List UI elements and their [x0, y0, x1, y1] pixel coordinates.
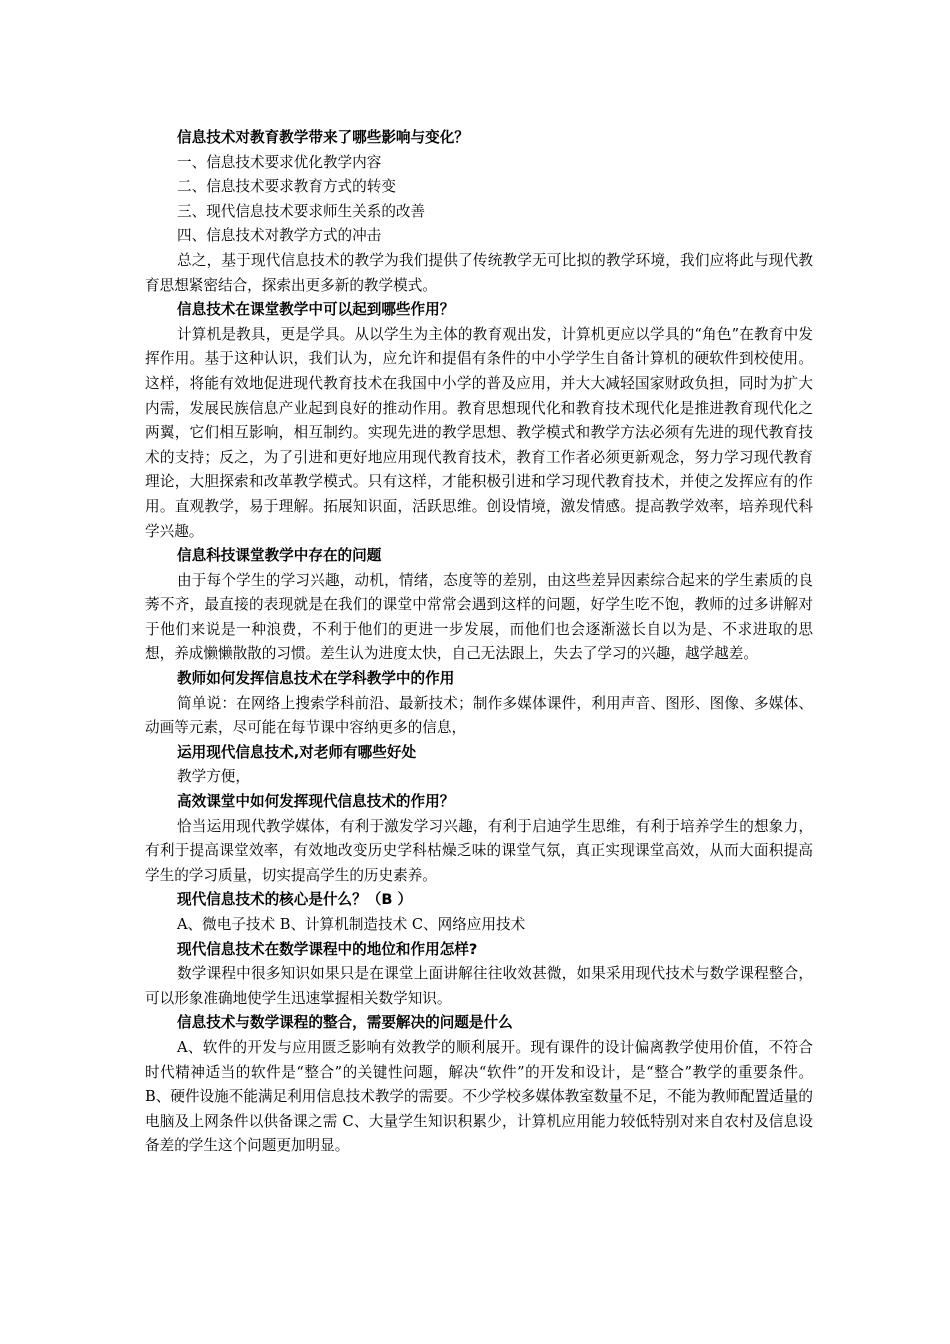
heading-problems: 信息科技课堂教学中存在的问题	[177, 547, 382, 565]
heading-integration: 信息技术与数学课程的整合，需要解决的问题是什么	[177, 1014, 513, 1032]
heading-impact: 信息技术对教育教学带来了哪些影响与变化？	[177, 129, 469, 146]
body-paragraph: 计算机是教具，更是学具。从以学生为主体的教育观出发，计算机更应以学具的“角色”在教育中发挥作用。基于这种认识，我们认为，应允许和提倡有条件的中小学学生自备计算机的硬软件到校使用。这样，将能有效地促进现代教育技术在我国中小学的普及应用，并大大减轻国家财政负担，同时为扩大内需，发展民族信息产业起到良好的推动作用。教育思想现代化和教育技术现代化是推进教育现代化之两翼，它们相互影响，相互制约。实现先进的教学思想、教学模式和教学方法必须有先进的现代教育技术的支持；反之，为了引进和更好地应用现代教育技术，教育工作者必须更新观念，努力学习现代教育理论，大胆探索和改革教学模式。只有这样，才能积极引进和学习现代教育技术，并使之发挥应有的作用。直观教学，易于理解。拓展知识面，活跃思维。创设情境，激发情感。提高教学效率，培养现代科学兴趣。	[145, 325, 813, 540]
list-item: 三、现代信息技术要求师生关系的改善	[177, 202, 426, 220]
body-paragraph: 总之，基于现代信息技术的教学为我们提供了传统教学无可比拟的教学环境，我们应将此与现代教育思想紧密结合，探索出更多新的教学模式。	[145, 251, 813, 294]
body-paragraph: 数学课程中很多知识如果只是在课堂上面讲解往往收效甚微，如果采用现代技术与数学课程整合，可以形象准确地使学生迅速掌握相关数学知识。	[145, 965, 813, 1007]
list-item: 一、信息技术要求优化教学内容	[177, 153, 382, 171]
heading-role: 信息技术在课堂教学中可以起到哪些作用？	[177, 301, 455, 319]
list-item: 二、信息技术要求教育方式的转变	[177, 178, 396, 196]
answer-options: A、微电子技术 B、计算机制造技术 C、网络应用技术	[177, 916, 526, 933]
heading-benefits: 运用现代信息技术,对老师有哪些好处	[177, 743, 417, 761]
body-paragraph: 由于每个学生的学习兴趣，动机，情绪，态度等的差别，由这些差异因素综合起来的学生素质的良莠不齐，最直接的表现就是在我们的课堂中常常会遇到这样的问题，好学生吃不饱，教师的过多讲解对于他们来说是一种浪费，不利于他们的更进一步发展，而他们也会逐渐滋长自以为是、不求进取的思想，养成懒懒散散的习惯。差生认为进度太快，自己无法跟上，失去了学习的兴趣，越学越差。	[145, 571, 813, 663]
body-paragraph: 恰当运用现代教学媒体，有利于激发学习兴趣，有利于启迪学生思维，有利于培养学生的想象力，有利于提高课堂效率，有效地改变历史学科枯燥乏味的课堂气氛，真正实现课堂高效，从而大面积提高学生的学习质量，切实提高学生的历史素养。	[145, 817, 813, 884]
body-paragraph: 简单说：在网络上搜索学科前沿、最新技术；制作多媒体课件，利用声音、图形、图像、多媒体、动画等元素，尽可能在每节课中容纳更多的信息，	[145, 694, 813, 737]
heading-efficient-class: 高效课堂中如何发挥现代信息技术的作用？	[177, 793, 455, 811]
document-page	[145, 126, 813, 1159]
body-paragraph: 教学方便，	[177, 768, 250, 786]
heading-teacher: 教师如何发挥信息技术在学科教学中的作用	[177, 670, 455, 688]
list-item: 四、信息技术对教学方式的冲击	[177, 227, 382, 245]
heading-core-question: 现代信息技术的核心是什么？（B ）	[177, 891, 413, 909]
heading-math: 现代信息技术在数学课程中的地位和作用怎样?	[177, 940, 478, 958]
body-paragraph: A、软件的开发与应用匮乏影响有效教学的顺利展开。现有课件的设计偏离教学使用价值，不符合时代精神适当的软件是“整合”的关键性问题，解决“软件”的开发和设计，是“整合”教学的重要条件。B、硬件设施不能满足利用信息技术教学的需要。不少学校多媒体教室数量不足，不能为教师配置适量的电脑及上网条件以供备课之需 C、大量学生知识积累少，计算机应用能力较低特别对来自农村及信息设备差的学生这个问题更加明显。	[145, 1038, 813, 1155]
